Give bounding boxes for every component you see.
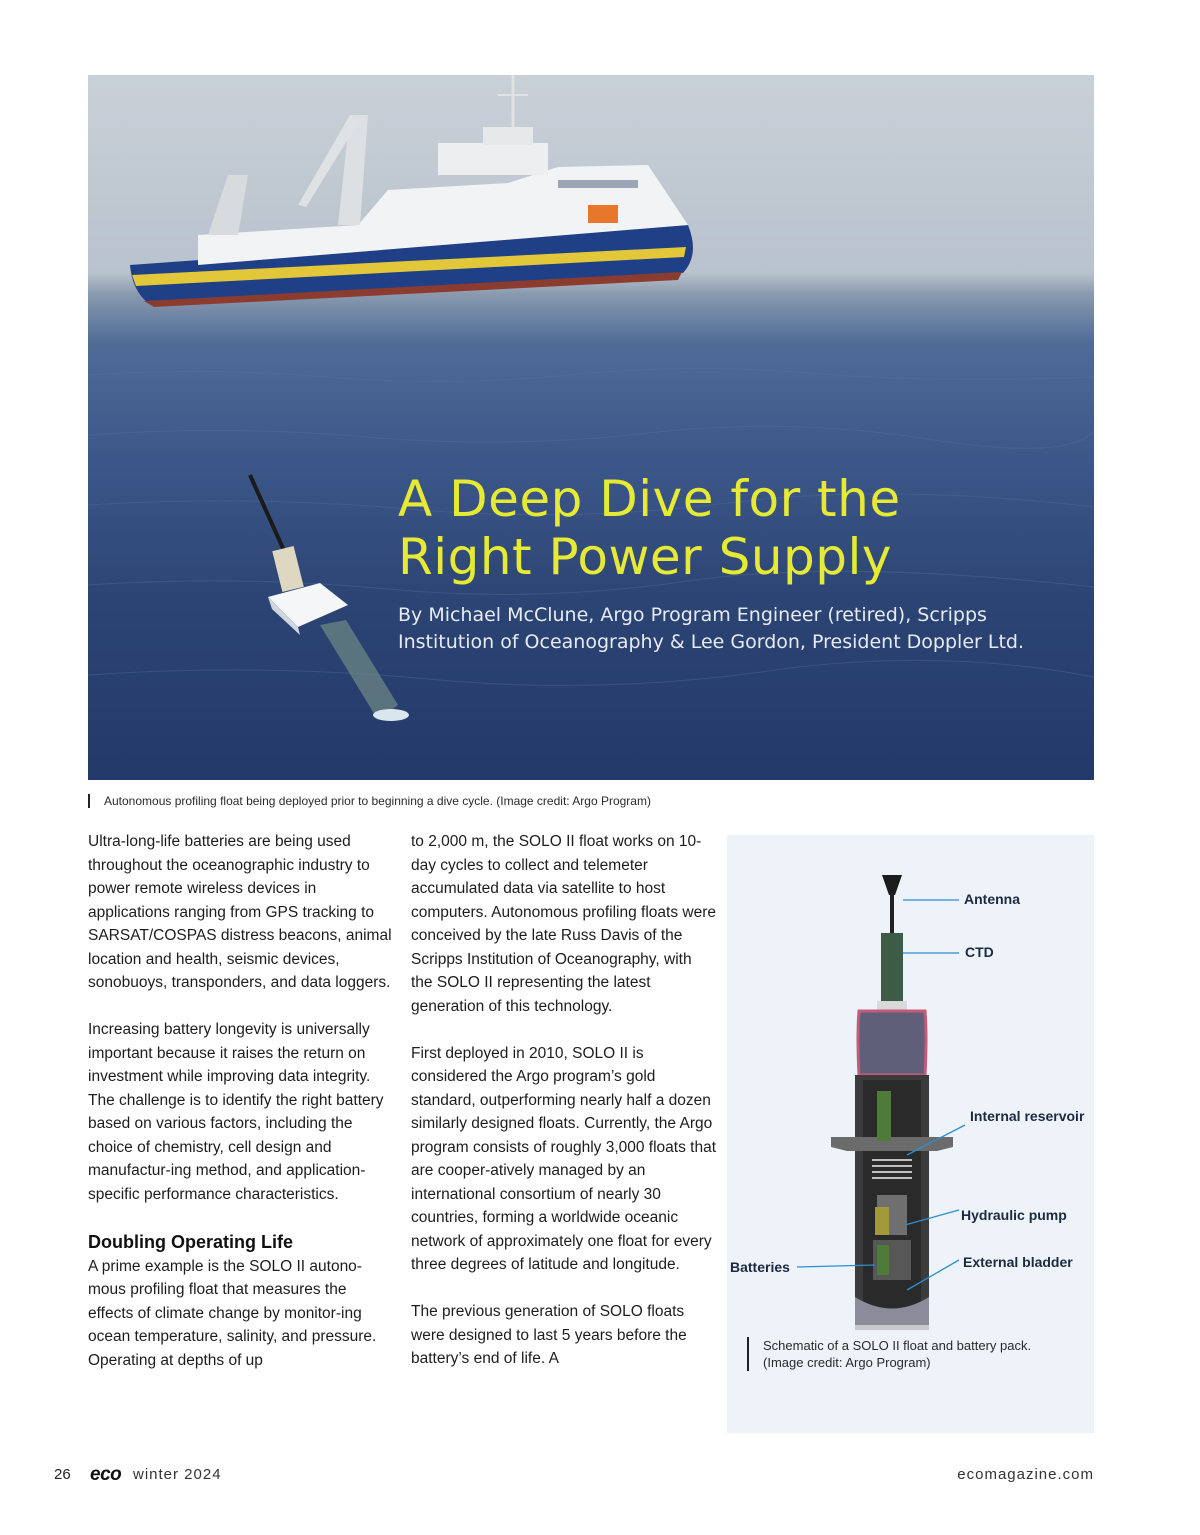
page-footer: [54, 1466, 1094, 1488]
section-heading: Doubling Operating Life: [88, 1231, 293, 1252]
label-internal-reservoir: Internal reservoir: [970, 1108, 1085, 1124]
label-external-bladder: External bladder: [963, 1254, 1073, 1270]
caption-bar: [88, 794, 90, 808]
page-number: 26: [54, 1466, 71, 1483]
ctd-sensor: [881, 933, 903, 1001]
paragraph: First deployed in 2010, SOLO II is considered the Argo program’s gold standard, outperforming nearly half a dozen similarly designed floats. Currently, the Argo program consists of roughly 3,000 floats that are cooper-atively managed by an international consortium of nearly 30 countries, forming a worldwide oceanic network of approximately one float for every three degrees of latitude and longitude.: [411, 1044, 716, 1273]
figure-caption: Schematic of a SOLO II float and battery pack. (Image credit: Argo Program): [747, 1337, 1063, 1371]
label-ctd: CTD: [965, 944, 994, 960]
paragraph: A prime example is the SOLO II autono-mous profiling float that measures the effects of climate change by monitor-ing ocean temperature, salinity, and pressure. Operating at depths of up: [88, 1257, 377, 1369]
ship-scene-illustration: [88, 75, 1094, 780]
antenna-tip: [882, 875, 902, 895]
byline-line-1: By Michael McClune, Argo Program Engineer (retired), Scripps: [398, 604, 987, 626]
issue-label: winter 2024: [133, 1466, 222, 1483]
title-line-1: A Deep Dive for the: [398, 470, 901, 528]
float-schematic-figure: [727, 835, 1094, 1433]
hero-photo: [88, 75, 1094, 780]
svg-text:Ifremer: Ifremer: [628, 235, 673, 250]
paragraph: to 2,000 m, the SOLO II float works on 10-day cycles to collect and telemeter accumulated data via satellite to host computers. Autonomous profiling floats were conceived by the late Russ Davis of the Scripps Institution of Oceanography, with the SOLO II representing the latest generation of this technology.: [411, 833, 716, 1015]
title-line-2: Right Power Supply: [398, 528, 893, 586]
magazine-logo: eco: [90, 1464, 122, 1485]
research-vessel: [130, 75, 693, 307]
profiling-float: [250, 475, 409, 721]
photo-caption: [88, 794, 651, 808]
label-antenna: Antenna: [964, 891, 1020, 907]
label-batteries: Batteries: [730, 1259, 790, 1275]
article-column-2: [411, 830, 716, 1371]
label-hydraulic-pump: Hydraulic pump: [961, 1207, 1067, 1223]
article-column-1: [88, 830, 393, 1372]
website-url: ecomagazine.com: [957, 1466, 1094, 1483]
byline-line-2: Institution of Oceanography & Lee Gordon, President Doppler Ltd.: [398, 631, 1025, 653]
byline: [398, 602, 1078, 656]
photo-caption-text: Autonomous profiling float being deployed prior to beginning a dive cycle. (Image credit: Argo Program): [104, 794, 651, 808]
paragraph: Ultra-long-life batteries are being used throughout the oceanographic industry to power remote wireless devices in applications ranging from GPS tracking to SARSAT/COSPAS distress beacons, animal location and health, seismic devices, sonobuoys, transponders, and data loggers.: [88, 833, 392, 991]
paragraph: Increasing battery longevity is universally important because it raises the return on investment while improving data integrity. The challenge is to identify the right battery based on various factors, including the choice of chemistry, cell design and manufactur-ing method, and application-specific performance characteristics.: [88, 1021, 384, 1203]
article-title: [398, 470, 901, 586]
paragraph: The previous generation of SOLO floats were designed to last 5 years before the battery’s end of life. A: [411, 1303, 687, 1367]
